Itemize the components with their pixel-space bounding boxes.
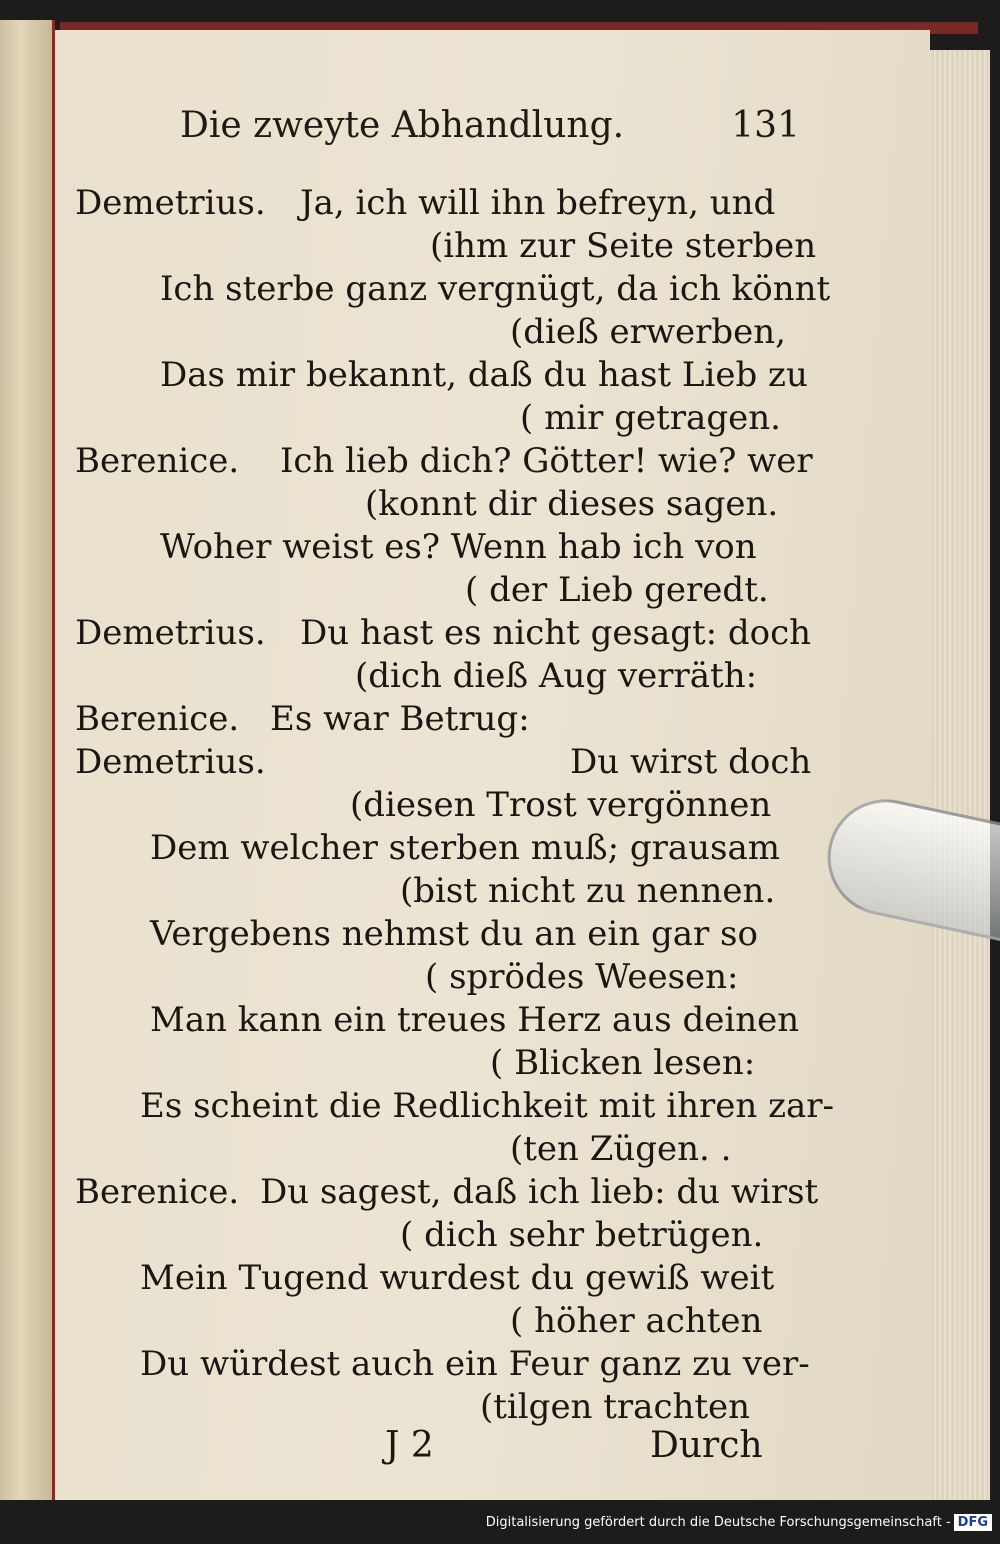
page-stack-edge <box>920 50 990 1500</box>
verse-line: ( sprödes Weesen: <box>425 957 739 997</box>
catchword: Durch <box>650 1425 763 1466</box>
verse-line: Woher weist es? Wenn hab ich von <box>160 527 757 567</box>
verse-line: Es scheint die Redlichkeit mit ihren zar- <box>140 1086 834 1126</box>
verse-line: Mein Tugend wurdest du gewiß weit <box>140 1258 775 1298</box>
page-number: 131 <box>731 105 800 146</box>
credit-text: Digitalisierung gefördert durch die Deutsche Forschungsgemeinschaft - <box>485 1515 951 1530</box>
verse-line: ( der Lieb geredt. <box>465 570 769 610</box>
verse-line: Du hast es nicht gesagt: doch <box>300 613 812 653</box>
page-header <box>180 105 800 155</box>
verse-line: (ihm zur Seite sterben <box>430 226 817 266</box>
verse-line: ( dich sehr betrügen. <box>400 1215 764 1255</box>
speaker-name: Berenice. <box>75 699 240 739</box>
verse-line: Vergebens nehmst du an ein gar so <box>150 914 758 954</box>
verse-line: (dich dieß Aug verräth: <box>355 656 758 696</box>
verse-line: Du wirst doch <box>570 742 812 782</box>
verse-line: (tilgen trachten <box>480 1387 751 1427</box>
verse-line: Du würdest auch ein Feur ganz zu ver- <box>140 1344 810 1384</box>
speaker-name: Demetrius. <box>75 613 266 653</box>
verse-line: ( höher achten <box>510 1301 763 1341</box>
verse-line: (bist nicht zu nennen. <box>400 871 776 911</box>
speaker-name: Berenice. <box>75 441 240 481</box>
verse-line: Man kann ein treues Herz aus deinen <box>150 1000 800 1040</box>
verse-line: Ich sterbe ganz vergnügt, da ich könnt <box>160 269 831 309</box>
verse-line: ( mir getragen. <box>520 398 781 438</box>
speaker-name: Berenice. <box>75 1172 240 1212</box>
left-page-edge <box>0 20 55 1500</box>
verse-line: Das mir bekannt, daß du hast Lieb zu <box>160 355 808 395</box>
verse-line: Dem welcher sterben muß; grausam <box>150 828 780 868</box>
running-title: Die zweyte Abhandlung. <box>180 105 625 146</box>
verse-line: (dieß erwerben, <box>510 312 786 352</box>
signature-mark: J 2 <box>385 1425 434 1466</box>
speaker-name: Demetrius. <box>75 742 266 782</box>
verse-line: Ja, ich will ihn befreyn, und <box>300 183 776 223</box>
verse-line: Es war Betrug: <box>270 699 530 739</box>
verse-line: ( Blicken lesen: <box>490 1043 756 1083</box>
verse-line: (konnt dir dieses sagen. <box>365 484 779 524</box>
speaker-name: Demetrius. <box>75 183 266 223</box>
verse-line: (diesen Trost vergönnen <box>350 785 772 825</box>
verse-line: (ten Zügen. . <box>510 1129 732 1169</box>
digitization-credit <box>486 1514 992 1540</box>
dfg-logo: DFG <box>954 1514 992 1531</box>
verse-line: Du sagest, daß ich lieb: du wirst <box>260 1172 819 1212</box>
verse-line: Ich lieb dich? Götter! wie? wer <box>280 441 813 481</box>
